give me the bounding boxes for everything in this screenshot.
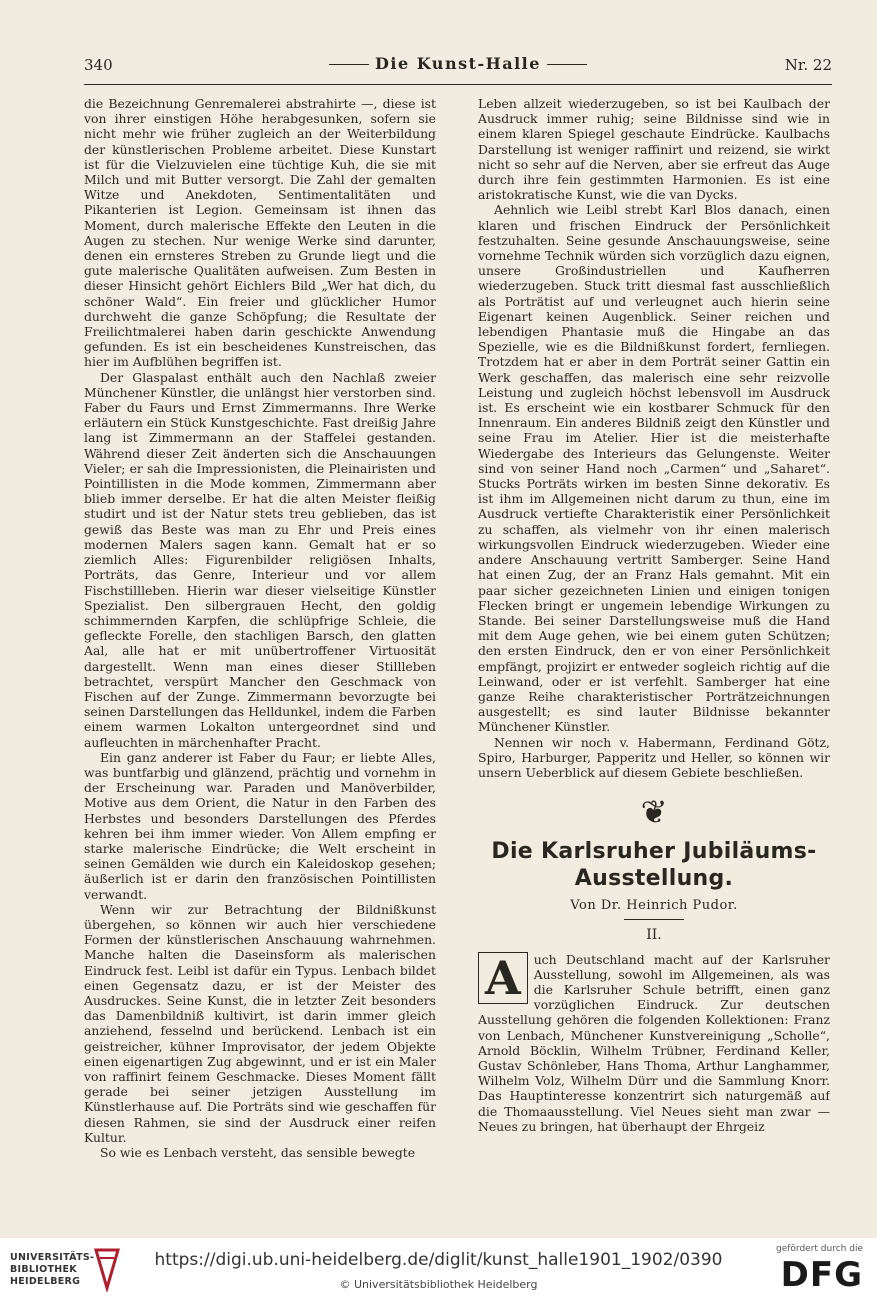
header-rule (84, 84, 832, 85)
funding-caption: gefördert durch die (776, 1244, 863, 1254)
library-name-line: BIBLIOTHEK (10, 1264, 77, 1275)
separator-rule (624, 919, 684, 920)
paragraph: Aehnlich wie Leibl strebt Karl Blos danach, einen klaren und frischen Eindruck der Persönlichkeit festzuhalten. Seine gesunde Anschauungsweise, seine vornehme Technik würden sich vorzüglich dazu eignen, unsere Großindustriellen und Kaufherren wiederzugeben. Stuck tritt diesmal fast ausschließlich als Porträtist auf und verleugnet auch hierin seine Eigenart keinen Augenblick. Seiner reichen und lebendigen Phantasie muß die Hingabe an das Spezielle, wie es die Bildnißkunst fordert, fernliegen. Trotzdem hat er aber in dem Porträt seiner Gattin ein Werk geschaffen, das malerisch eine sehr reizvolle Leistung und zugleich höchst lebensvoll im Ausdruck ist. Es erscheint wie ein kostbarer Schmuck für den Innenraum. Ein anderes Bildniß zeigt den Künstler und seine Frau im Atelier. Hier ist die meisterhafte Wiedergabe des Interieurs das Gelungenste. Weiter sind von seiner Hand noch „Carmen“ und „Saharet“. Stucks Porträts wirken im besten Sinne dekorativ. Es ist ihm im Allgemeinen nicht darum zu thun, eine im Ausdruck vertiefte Charakteristik einer Persönlichkeit zu schaffen, als vielmehr von ihr einen malerisch wirkungsvollen Eindruck wiederzugeben. Wieder eine andere Anschauung vertritt Samberger. Seine Hand hat einen Zug, der an Franz Hals gemahnt. Mit ein paar sicher gezeichneten Linien und einigen tonigen Flecken bringt er ungemein lebendige Wirkungen zu Stande. Bei seiner Darstellungsweise muß die Hand mit dem Auge gehen, wie bei einem guten Schützen; den ersten Eindruck, den er von einer Persönlichkeit empfängt, projizirt er entweder sogleich richtig auf die Leinwand, oder er ist verfehlt. Samberger hat eine ganze Reihe charakteristischer Porträtzeichnungen ausgestellt; es sind lauter Bildnisse bekannter Münchener Künstler. (478, 202, 830, 735)
article-paragraph (478, 952, 830, 1134)
library-name-line: HEIDELBERG (10, 1276, 81, 1287)
left-column (84, 96, 436, 1208)
paragraph: Nennen wir noch v. Habermann, Ferdinand Götz, Spiro, Harburger, Papperitz und Heller, so können wir unsern Ueberblick auf diesem Gebiete beschließen. (478, 734, 830, 780)
journal-title-row (84, 54, 832, 73)
drop-cap: A (478, 952, 528, 1004)
paragraph: die Bezeichnung Genremalerei abstrahirte —, diese ist von ihrer einstigen Höhe herabgesunken, sofern sie nicht mehr wie früher zugleich an der Weiterbildung der künstlerischen Probleme arbeitet. Diese Kunstart ist für die Vielzuvielen eine tüchtige Kuh, die sie mit Milch und mit Butter versorgt. Die Zahl der gemalten Witze und Anekdoten, Sentimentalitäten und Pikanterien ist Legion. Gemeinsam ist ihnen das Moment, durch malerische Effekte den Leuten in die Augen zu stechen. Nur wenige Werke sind darunter, denen ein ernsteres Streben zu Grunde liegt und die gute malerische Qualitäten aufweisen. Zum Besten in dieser Hinsicht gehört Eichlers Bild „Wer hat dich, du schöner Wald“. Ein freier und glücklicher Humor durchweht die ganze Schöpfung; die Resultate der Freilichtmalerei haben darin geschickte Anwendung gefunden. Es ist ein bescheidenes Kunstreischen, das hier im Aufblühen begriffen ist. (84, 96, 436, 370)
copyright-notice: © Universitätsbibliothek Heidelberg (339, 1278, 538, 1291)
paragraph: So wie es Lenbach versteht, das sensible bewegte (100, 1145, 416, 1161)
page-header (84, 54, 832, 82)
article-title: Die Karlsruher Jubiläums-Ausstellung. (491, 839, 817, 892)
paragraph: Der Glaspalast enthält auch den Nachlaß zweier Münchener Künstler, die unlängst hier verstorben sind. Faber du Faurs und Ernst Zimmermanns. Ihre Werke erläutern ein Stück Kunstgeschichte. Fast dreißig Jahre lang ist Zimmermann an der Staffelei gestanden. Während dieser Zeit änderten sich die Anschauungen Vieler; er sah die Impressionisten, die Pleinairisten und Pointillisten in die Mode kommen, Zimmermann aber blieb immer derselbe. Er hat die alten Meister fleißig studirt und ist der Natur stets treu geblieben, das ist gewiß das Beste was man zu Ehr und Preis eines modernen Malers sagen kann. Gemalt hat er so ziemlich Alles: Figurenbilder religiösen Inhalts, Porträts, das Genre, Interieur und vor allem Fischstillleben. Hierin war dieser vielseitige Künstler Spezialist. Den silbergrauen Hecht, den goldig schimmernden Karpfen, die schlüpfrige Schleie, die gefleckte Forelle, den stachligen Barsch, den glatten Aal, alle hat er mit unübertroffener Virtuosität dargestellt. Wenn man eines dieser Stillleben betrachtet, verspürt Mancher den Geschmack von Fischen auf der Zunge. Zimmermann bevorzugte bei seinen Darstellungen das Helldunkel, indem die Farben einem warmen Lokalton untergeordnet sind und aufleuchten in märchenhafter Pracht. (84, 369, 436, 750)
article-part: II. (646, 927, 662, 944)
article-byline: Von Dr. Heinrich Pudor. (570, 898, 738, 914)
header-ornament-right (547, 64, 587, 65)
floral-ornament-icon: ❦ (640, 793, 668, 832)
paragraph: Ein ganz anderer ist Faber du Faur; er liebte Alles, was buntfarbig und glänzend, prächtig und vornehm in der Erscheinung war. Paraden und Manöverbilder, Motive aus dem Orient, die Natur in den Farben des Herbstes und besonders Darstellungen des Pferdes kehren bei ihm immer wieder. Von Allem empfing er starke malerische Eindrücke; die Welt erscheint in seinen Gemälden wie durch ein Kaleidoskop gesehen; äußerlich ist er darin den französischen Pointillisten verwandt. (84, 749, 436, 902)
paragraph: Wenn wir zur Betrachtung der Bildnißkunst übergehen, so können wir auch hier verschiedene Formen der künstlerischen Anschauung wahrnehmen. Manche halten die Daseinsform als malerischen Eindruck fest. Leibl ist dafür ein Typus. Lenbach bildet einen Gegensatz dazu, er ist der Meister des Ausdruckes. Seine Kunst, die in letzter Zeit besonders das Damenbildniß kultivirt, ist darin immer gleich anziehend, fesselnd und berückend. Lenbach ist ein geistreicher, kühner Improvisator, der jedem Objekte einen eigenartigen Zug abgewinnt, und er ist ein Maler von raffinirt feinem Geschmacke. Dieses Moment fällt gerade bei seiner jetzigen Ausstellung im Künstlerhause auf. Die Porträts sind wie geschaffen für diesen Rahmen, sie sind der Ausdruck einer reifen Kultur. (84, 901, 436, 1145)
viewer-footer (0, 1238, 877, 1300)
dfg-logo[interactable]: DFG (780, 1255, 863, 1295)
permalink-url[interactable]: https://digi.ub.uni-heidelberg.de/diglit/kunst_halle1901_1902/0390 (154, 1250, 723, 1270)
page-number: 340 (84, 56, 113, 74)
library-name-line: UNIVERSITÄTS- (10, 1252, 95, 1263)
article-body: uch Deutschland macht auf der Karlsruher Ausstellung, sowohl im Allgemeinen, als was die Karlsruher Schule betrifft, einen ganz vorzüglichen Eindruck. Zur deutschen Ausstellung gehören die folgenden Kollektionen: Franz von Lenbach, Münchener Kunstvereinigung „Scholle“, Arnold Böcklin, Wilhelm Trübner, Ferdinand Keller, Gustav Schönleber, Hans Thoma, Arthur Langhammer, Wilhelm Volz, Wilhelm Dürr und die Sammlung Knorr. Das Hauptinteresse konzentrirt sich naturgemäß auf die Thomaausstellung. Viel Neues sieht man zwar — Neues zu bringen, hat überhaupt der Ehrgeiz (478, 951, 830, 1134)
right-column (478, 96, 830, 1216)
paragraph: Leben allzeit wiederzugeben, so ist bei Kaulbach der Ausdruck immer ruhig; seine Bildnisse sind wie in einem klaren Spiegel geschaute Eindrücke. Kaulbachs Darstellung ist weniger raffinirt und reizend, sie wirkt nicht so sehr auf die Nerven, aber sie erfreut das Auge durch ihre fein gestimmten Harmonien. Es ist eine aristokratische Kunst, wie die van Dycks. (478, 96, 830, 203)
journal-title: Die Kunst-Halle (375, 54, 541, 73)
issue-number: Nr. 22 (784, 56, 832, 74)
header-ornament-left (329, 64, 369, 65)
